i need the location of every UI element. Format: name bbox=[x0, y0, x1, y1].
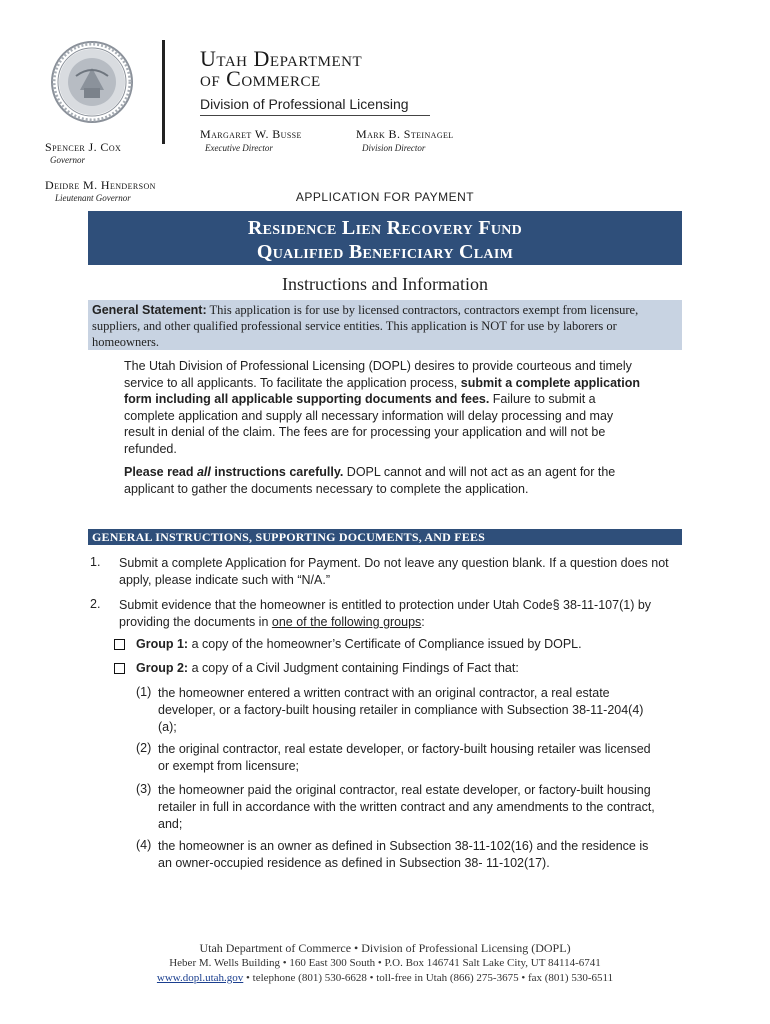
header-vertical-rule bbox=[162, 40, 165, 144]
finding-3-number: (3) bbox=[136, 782, 152, 796]
form-title-line2: Qualified Beneficiary Claim bbox=[256, 241, 514, 263]
finding-1-text: the homeowner entered a written contract with an original contractor, a real estate developer, or a factory-built housing retailer in compliance with Subsection 38-11-204(4)(a); bbox=[158, 686, 644, 734]
executive-director-name: Margaret W. Busse bbox=[200, 127, 302, 141]
department-name-line2: of Commerce bbox=[200, 66, 321, 91]
finding-2-number: (2) bbox=[136, 741, 152, 755]
item-2-number: 2. bbox=[90, 597, 101, 611]
governor-title: Governor bbox=[50, 155, 85, 165]
group-2-checkbox[interactable] bbox=[114, 663, 125, 674]
footer-website-link[interactable]: www.dopl.utah.gov bbox=[156, 972, 244, 984]
division-director-title: Division Director bbox=[362, 143, 426, 153]
utah-state-seal-icon bbox=[50, 40, 134, 124]
footer-line-1: Utah Department of Commerce • Division of Professional Licensing (DOPL) bbox=[199, 941, 571, 955]
footer-line-2: Heber M. Wells Building • 160 East 300 South • P.O. Box 146741 Salt Lake City, UT 84114-6741 bbox=[169, 957, 601, 969]
item-1-number: 1. bbox=[90, 555, 101, 569]
general-statement-box bbox=[88, 300, 682, 350]
application-label: APPLICATION FOR PAYMENT bbox=[295, 190, 475, 204]
form-title-bar bbox=[88, 211, 682, 265]
lt-governor-name: Deidre M. Henderson bbox=[45, 178, 156, 192]
general-statement-label: General Statement: bbox=[92, 303, 207, 317]
executive-director-title: Executive Director bbox=[205, 143, 273, 153]
department-name-line1: Utah Department bbox=[200, 46, 363, 71]
finding-3-text: the homeowner paid the original contractor, real estate developer, or factory-built housing retailer in full in accordance with the written contract and any amendments to the contract, and; bbox=[158, 783, 655, 831]
finding-4-text: the homeowner is an owner as defined in Subsection 38-11-102(16) and the residence is an owner-occupied residence as defined in Subsection 38- 11-102(17). bbox=[158, 839, 649, 870]
group-1-checkbox[interactable] bbox=[114, 639, 125, 650]
item-1-text: Submit a complete Application for Payment. Do not leave any question blank. If a question does not apply, please indicate such with “N/A.” bbox=[119, 556, 669, 587]
governor-name: Spencer J. Cox bbox=[45, 140, 122, 154]
item-2-text: Submit evidence that the homeowner is entitled to protection under Utah Code§ 38-11-107(1) by providing the documents in one of the following groups: bbox=[119, 598, 652, 629]
division-name: Division of Professional Licensing bbox=[200, 96, 409, 112]
footer-line-3: www.dopl.utah.gov • telephone (801) 530-6628 • toll-free in Utah (866) 275-3675 • fax (801) 530-6511 bbox=[156, 972, 614, 984]
general-instructions-heading: GENERAL INSTRUCTIONS, SUPPORTING DOCUMENTS, AND FEES bbox=[88, 529, 682, 545]
division-underline bbox=[200, 115, 430, 116]
general-statement-text: This application is for use by licensed contractors, contractors exempt from licensure, suppliers, and other qualified professional service entities. This application is NOT for use by laborers or homeowners. bbox=[92, 303, 639, 349]
intro-paragraph: The Utah Division of Professional Licensing (DOPL) desires to provide courteous and timely service to all applicants. To facilitate the application process, submit a complete application form including all applicable supporting documents and fees. Failure to submit a complete application and supply all necessary information will delay processing and may result in denial of the claim. The fees are for processing your application and will not be refunded. bbox=[124, 359, 640, 456]
instructions-heading: Instructions and Information bbox=[282, 274, 488, 294]
group-2-text: Group 2: a copy of a Civil Judgment containing Findings of Fact that: bbox=[136, 661, 519, 675]
division-director-name: Mark B. Steinagel bbox=[356, 127, 454, 141]
finding-1-number: (1) bbox=[136, 685, 152, 699]
finding-4-number: (4) bbox=[136, 838, 152, 852]
group-1-text: Group 1: a copy of the homeowner’s Certificate of Compliance issued by DOPL. bbox=[136, 637, 582, 651]
form-title-line1: Residence Lien Recovery Fund bbox=[247, 217, 523, 239]
finding-2-text: the original contractor, real estate developer, or factory-built housing retailer was licensed or exempt from licensure; bbox=[158, 742, 651, 773]
read-carefully-paragraph: Please read all instructions carefully. DOPL cannot and will not act as an agent for the applicant to gather the documents necessary to complete the application. bbox=[124, 465, 616, 496]
lt-governor-title: Lieutenant Governor bbox=[55, 193, 131, 203]
